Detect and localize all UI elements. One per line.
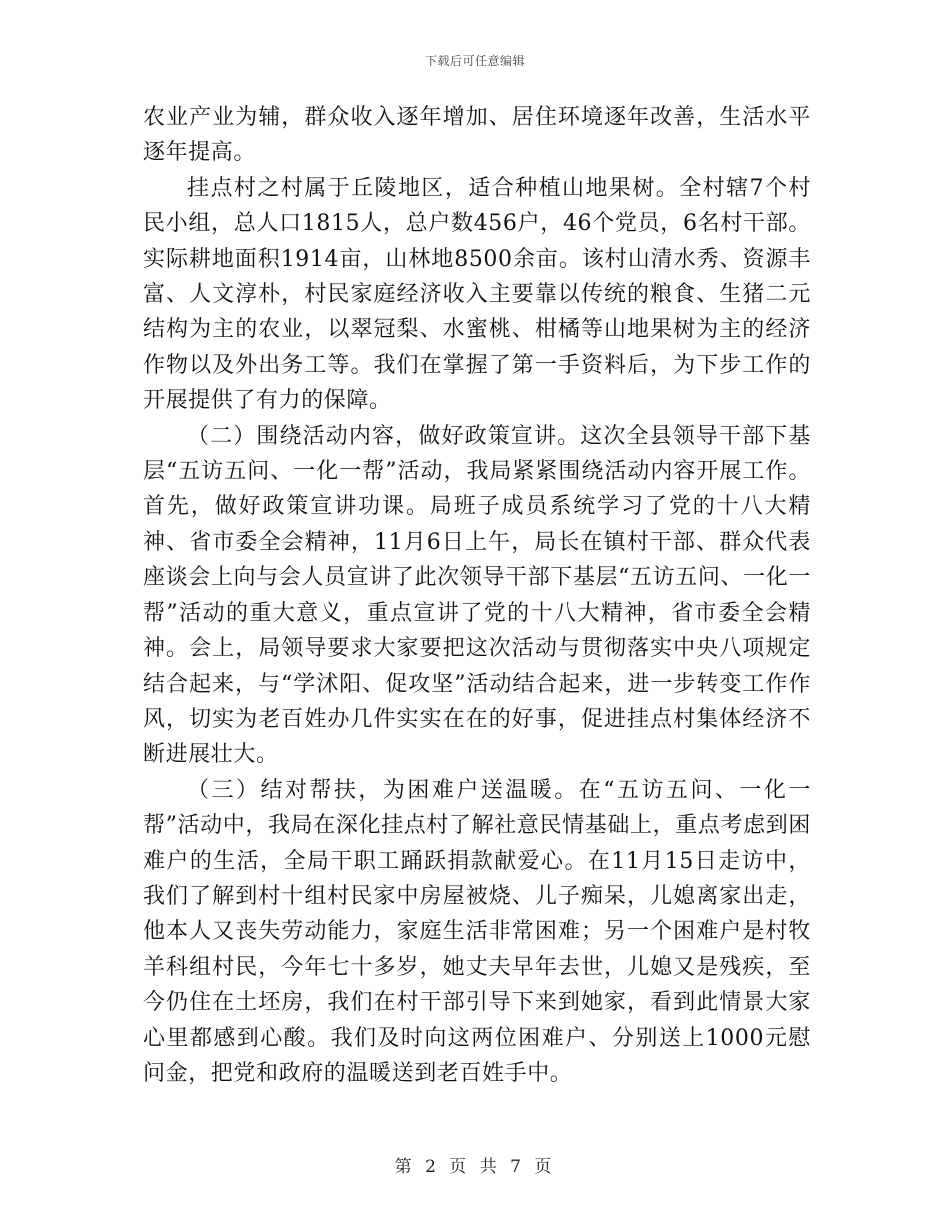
paragraph-village-overview: 挂点村之村属于丘陵地区，适合种植山地果树。全村辖7个村民小组，总人口1815人，总户数456户，46个党员，6名村干部。实际耕地面积1914亩，山林地8500余亩。该村山清水秀、资源丰富、人文淳朴，村民家庭经济收入主要靠以传统的粮食、生猪二元结构为主的农业，以翠冠梨、水蜜桃、柑橘等山地果树为主的经济作物以及外出务工等。我们在掌握了第一手资料后，为下步工作的开展提供了有力的保障。 xyxy=(143,175,811,414)
page-header-note: 下载后可任意编辑 xyxy=(424,54,525,68)
paragraph-continuation: 农业产业为辅，群众收入逐年增加、居住环境逐年改善，生活水平逐年提高。 xyxy=(143,105,811,166)
paragraph-policy-promotion: （二）围绕活动内容，做好政策宣讲。这次全县领导干部下基层“五访五问、一化一帮”活动，我局紧紧围绕活动内容开展工作。首先，做好政策宣讲功课。局班子成员系统学习了党的十八大精神、省市委全会精神，11月6日上午，局长在镇村干部、群众代表座谈会上向与会人员宣讲了此次领导干部下基层“五访五问、一化一帮”活动的重大意义，重点宣讲了党的十八大精神，省市委全会精神。会上，局领导要求大家要把这次活动与贯彻落实中央八项规定结合起来，与“学沭阳、促攻坚”活动结合起来，进一步转变工作作风，切实为老百姓办几件实实在在的好事，促进挂点村集体经济不断进展壮大。 xyxy=(143,423,811,768)
paragraph-assistance: （三）结对帮扶，为困难户送温暖。在“五访五问、一化一帮”活动中，我局在深化挂点村了解社意民情基础上，重点考虑到困难户的生活，全局干职工踊跃捐款献爱心。在11月15日走访中，我们了解到村十组村民家中房屋被烧、儿子痴呆，儿媳离家出走，他本人又丧失劳动能力，家庭生活非常困难；另一个困难户是村牧羊科组村民，今年七十多岁，她丈夫早年去世，儿媳又是残疾，至今仍住在土坯房，我们在村干部引导下来到她家，看到此情景大家心里都感到心酸。我们及时向这两位困难户、分别送上1000元慰问金，把党和政府的温暖送到老百姓手中。 xyxy=(143,777,811,1086)
page-number-footer: 第 2 页 共 7 页 xyxy=(394,1157,556,1177)
document-body xyxy=(143,100,811,1091)
